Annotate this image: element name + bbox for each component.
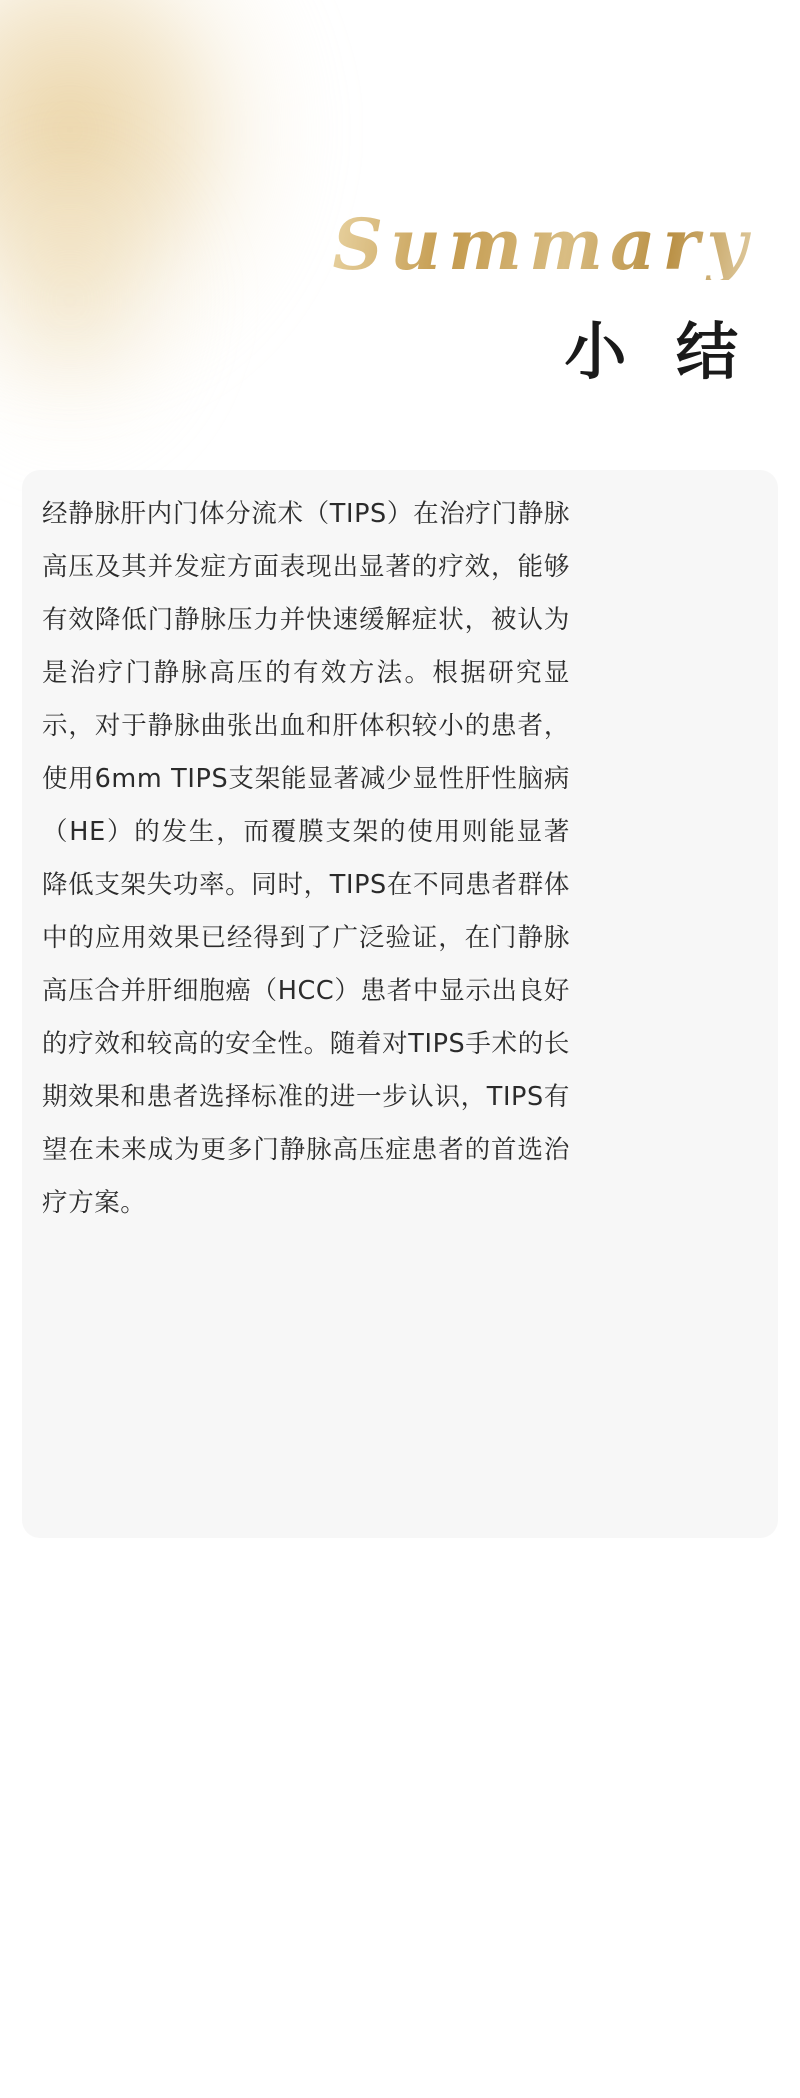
summary-paragraph: 经静脉肝内门体分流术（TIPS）在治疗门静脉高压及其并发症方面表现出显著的疗效，能够有效降低门静脉压力并快速缓解症状，被认为是治疗门静脉高压的有效方法。根据研究显示，对于静脉曲张出血和肝体积较小的患者，使用6mm TIPS支架能显著减少显性肝性脑病（HE）的发生，而覆膜支架的使用则能显著降低支架失功率。同时，TIPS在不同患者群体中的应用效果已经得到了广泛验证，在门静脉高压合并肝细胞癌（HCC）患者中显示出良好的疗效和较高的安全性。随着对TIPS手术的长期效果和患者选择标准的进一步认识，TIPS有望在未来成为更多门静脉高压症患者的首选治疗方案。 <box>42 499 570 1218</box>
page-title: 小 结 <box>564 315 752 388</box>
page-header <box>58 203 758 391</box>
page-title-script: Summary <box>333 210 759 280</box>
